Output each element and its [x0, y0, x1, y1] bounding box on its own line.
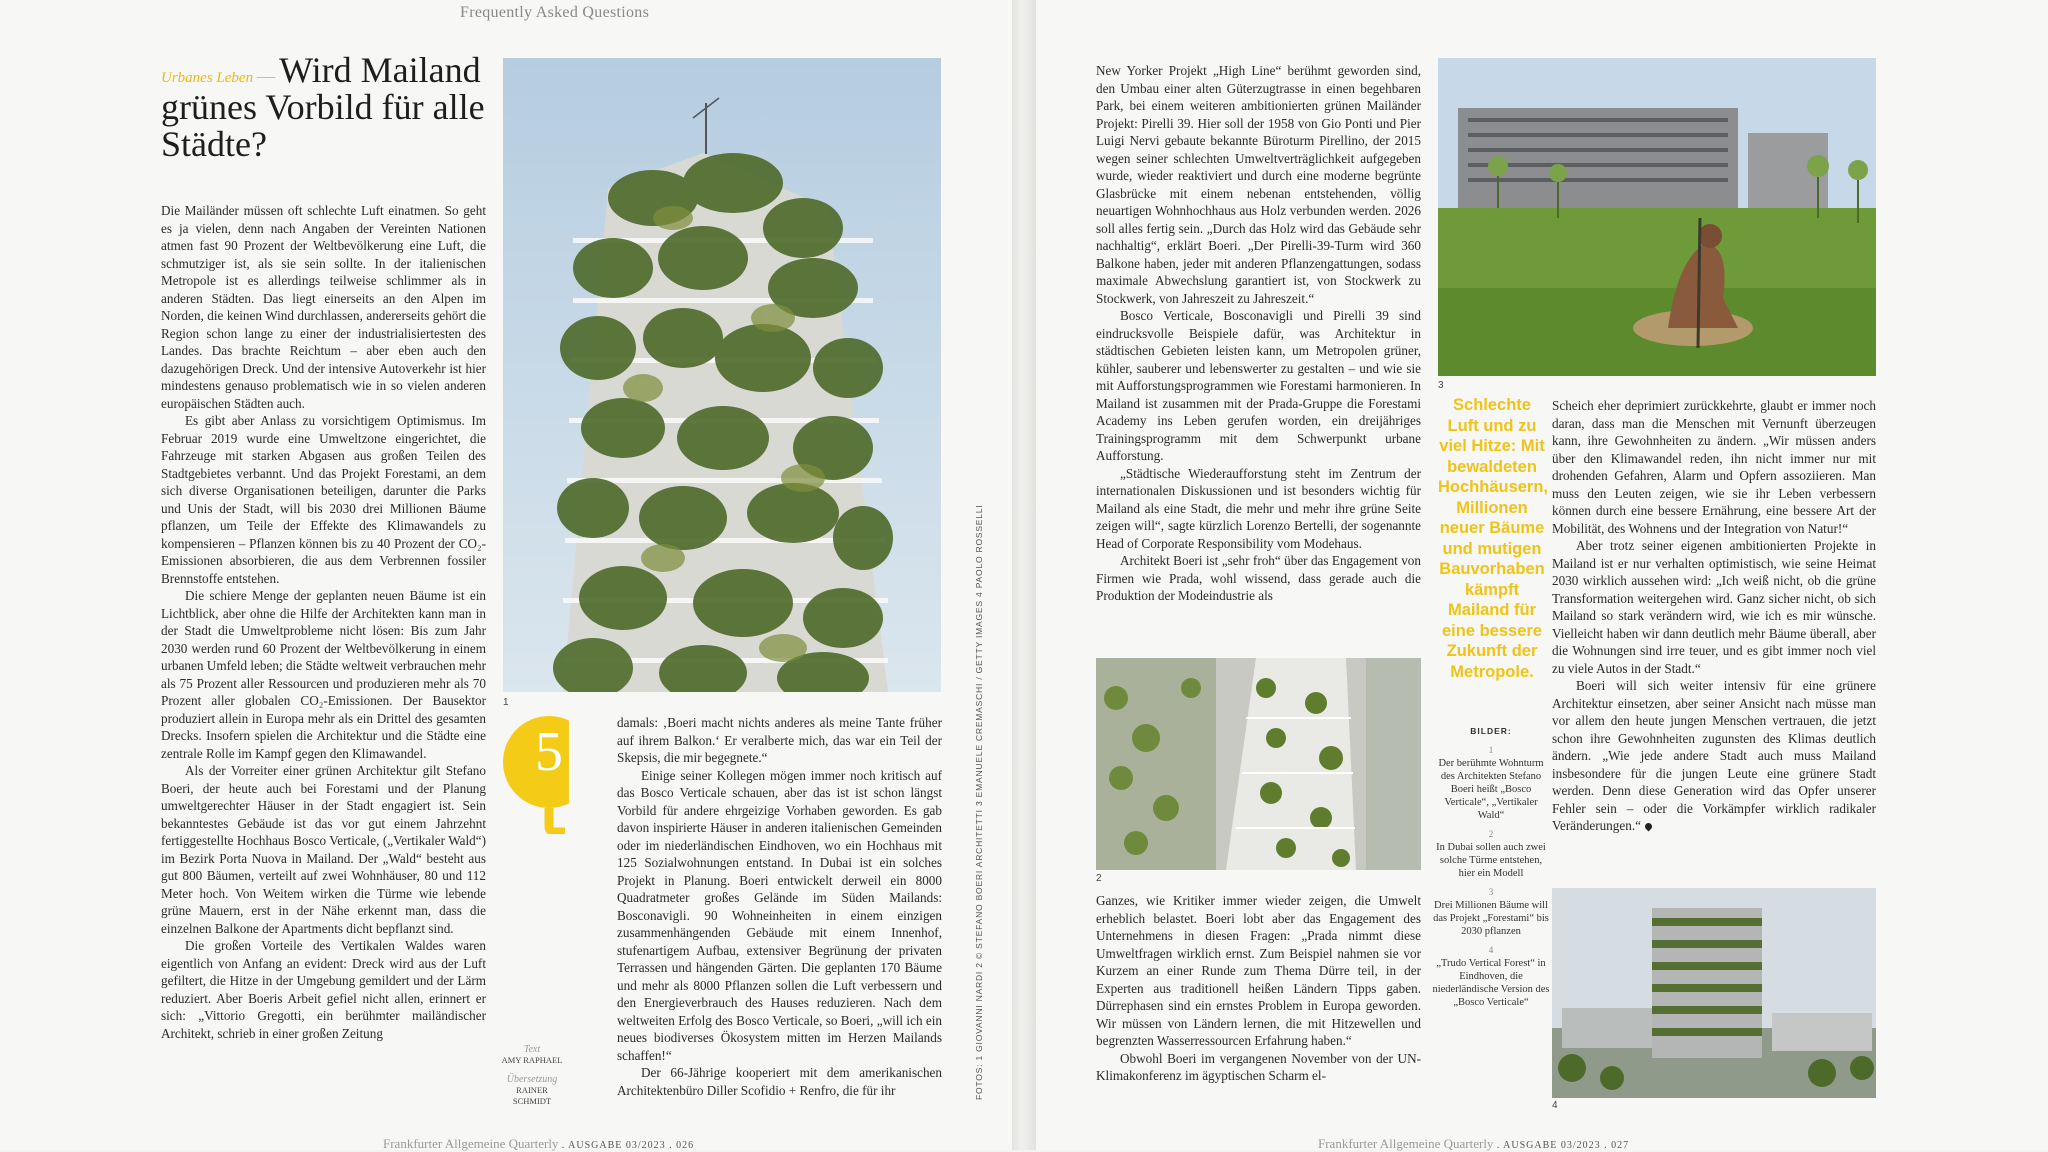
paragraph: Obwohl Boeri im vergangenen November von der UN-Klimakonferenz im ägyptischen Scharm el- [1096, 1050, 1421, 1083]
footer-right-issue: . AUSGABE 03/2023 . 027 [1496, 1140, 1630, 1151]
photo-bosco-verticale [503, 58, 941, 692]
paragraph: Architekt Boeri ist „sehr froh“ über das Engagement von Firmen wie Prada, wohl wissend, dass gerade auch die Produktion der Modeindustrie als [1096, 553, 1421, 603]
caption-number: 3 [1488, 887, 1494, 897]
figure-number-1: 1 [503, 697, 509, 708]
caption-text: „Trudo Vertical Forest“ in Eindhoven, die niederländische Version des „Bosco Verticale“ [1432, 958, 1550, 1008]
byline [500, 1044, 564, 1107]
pull-quote: Schlechte Luft und zu viel Hitze: Mit bewaldeten Hochhäusern, Millionen neuer Bäume und mutigen Bauvorhaben kämpft Mailand für eine bessere Zukunft der Metropole. [1438, 396, 1549, 681]
running-head: Frequently Asked Questions [460, 4, 650, 21]
figure-number-2: 2 [1096, 873, 1102, 884]
page-gutter [1012, 0, 1036, 1150]
photo-dubai-model [1096, 658, 1421, 870]
body-column-2 [617, 714, 942, 1099]
paragraph: Scheich eher deprimiert zurückkehrte, glaubt er immer noch daran, dass man die Menschen mit Vernunft überzeugen kann, ihre Gewohnheiten zu ändern. „Wir müssen anders über den Klimawandel reden, ihn nicht immer nur mit drohenden Gefahren, Alarm und Opfern assoziieren. Man muss den Leuten zeigen, wie sie ihr Leben verbessern können durch eine bessere Ernährung, eine bessere Art der Mobilität, des Wohnens und der Integration von Natur!“ [1552, 398, 1876, 536]
kicker-rule: — [257, 66, 276, 86]
paragraph: Als der Vorreiter einer grünen Architektur gilt Stefano Boeri, der heute auch bei Forestami und der Planung umweltgerechter Häuser in der Stadt engagiert ist. Sein bekanntestes Gebäude ist das vor gut einem Jahrzehnt fertiggestellte Hochhaus Bosco Verticale, („Vertikaler Wald“) im Bezirk Porta Nuova in Mailand. Der „Wald“ besteht aus gut 800 Bäumen, verteilt auf zwei Wohnhäuser, 80 und 112 Meter hoch. Von Weitem wirken die Türme wie lebende grüne Mauern, erst in der Nähe erkennt man, dass die einzelnen Balkone der Apartments dicht bepflanzt sind. [161, 763, 486, 936]
figure-number-3: 3 [1438, 380, 1444, 391]
end-mark-icon [1644, 822, 1654, 832]
paragraph: Aber trotz seiner eigenen ambitionierten Projekte in Mailand ist er nur verhalten optimistisch, wie seine Heimat 2030 wirklich aussehen wird: „Ich weiß nicht, ob die grüne Transformation weitergehen wird. Ganz sicher nicht, ob sich Mailand so stark verändern wird, wie ich es mir wünsche. Vielleicht haben wir dann deutlich mehr Bäume überall, aber die Wohnungen sind irre teuer, und es gibt immer noch viel zu viele Autos in der Stadt.“ [1552, 538, 1876, 676]
image-captions [1432, 725, 1550, 1009]
caption-number: 2 [1488, 829, 1494, 839]
title-block [161, 52, 501, 163]
paragraph: Boeri will sich weiter intensiv für eine grünere Architektur einsetzen, aber seiner Ansicht nach müsse man vor allem den heute jungen Menschen vertrauen, die jetzt schon ihre Gewohnheiten zugunsten des Klimas deutlich ändern. „Wie jede andere Stadt auch muss Mailand insbesondere für die jungen Leute eine grünere Stadt werden. Denn diese Generation wird das Opfer unserer Fehler sein – oder die Vorkämpfer wirklich radikaler Veränderungen.“ [1552, 678, 1876, 833]
footer-right-magazine: Frankfurter Allgemeine Quarterly [1318, 1136, 1494, 1151]
caption-text: Drei Millionen Bäume will das Projekt „Forestami“ bis 2030 pflanzen [1433, 900, 1549, 937]
paragraph: Die großen Vorteile des Vertikalen Waldes waren eigentlich von Anfang an evident: Dreck wird aus der Luft gefiltert, die Hitze in der Umgebung gemildert und der Lärm reduziert. Aber Boeris Arbeit gefiel nicht allen, erinnert er sich: „Vittorio Gregotti, ein berühmter mailändischer Architekt, schrieb in einer großen Zeitung [161, 938, 486, 1041]
photo-park-planting [1438, 58, 1876, 376]
footer-left-issue: . AUSGABE 03/2023 . 026 [561, 1140, 695, 1151]
footer-left-magazine: Frankfurter Allgemeine Quarterly [383, 1136, 559, 1151]
caption-text: In Dubai sollen auch zwei solche Türme entstehen, hier ein Modell [1436, 842, 1546, 879]
captions-list [1432, 744, 1550, 1009]
byline-text-label: Text [523, 1044, 541, 1055]
caption-text: Der berühmte Wohnturm des Architekten Stefano Boeri heißt „Bosco Verticale“, „Vertikaler Wald“ [1438, 758, 1544, 821]
caption-number: 1 [1488, 745, 1494, 755]
paragraph: Die Mailänder müssen oft schlechte Luft einatmen. So geht es ja vielen, denn nach Angaben der Vereinten Nationen atmen fast 90 Prozent der Weltbevölkerung eine Luft, die schmutziger ist, als sie sein sollte. In der italienischen Metropole ist es allerdings teilweise schlimmer als in anderen Städten. Das liegt einerseits an den Alpen im Norden, die keinen Wind durchlassen, andererseits gehört die Region schon lange zu einer der industrialisiertesten des Landes. Das brachte Reichtum – aber eben auch den dazugehörigen Dreck. Und der intensive Autoverkehr ist hier mindestens genauso problematisch wie in so vielen anderen europäischen Städten auch. [161, 203, 486, 411]
photo-credits-text: FOTOS: 1 GIOVANNI NARDI 2 © STEFANO BOERI ARCHITETTI 3 EMANUELE CREMASCHI / GETTY IMAGES 4 PAOLO ROSSELLI [974, 504, 984, 1100]
photo-trudo-vertical-forest [1552, 888, 1876, 1098]
body-column-1 [161, 202, 486, 1042]
paragraph: damals: ‚Boeri macht nichts anderes als meine Tante früher auf ihrem Balkon.‘ Er veralberte mich, das war ein Teil der Skepsis, die mir begegnete.“ [617, 715, 942, 765]
paragraph: Es gibt aber Anlass zu vorsichtigem Optimismus. Im Februar 2019 wurde eine Umweltzone eingerichtet, die Fahrzeuge mit starken Abgasen aus großen Teilen des Stadtgebietes verbannt. Und das Projekt Forestami, an dem sich diverse Organisationen beteiligen, darunter die Parks und Unis der Stadt, will bis 2030 drei Millionen Bäume pflanzen, um Teile der Effekte des Klimawandels zu kompensieren – Pflanzen können bis zu 40 Prozent der CO₂-Emissionen absorbieren, die aus dem Verbrennen fossiler Brennstoffe entstehen. [161, 413, 486, 586]
question-number-badge [503, 714, 569, 834]
body-column-3-bottom [1096, 892, 1421, 1085]
photo-credits [962, 504, 984, 1100]
paragraph: Ganzes, wie Kritiker immer wieder zeigen, die Umwelt erheblich belastet. Boeri lobt aber das Engagement des Unternehmens in diesen Fragen: „Prada nimmt diese Umweltfragen wirklich ernst. Zum Beispiel nahmen sie vor Kurzem an einer Runde zum Thema Dürre teil, in der Experten aus traditionell heißen Ländern Tipps gaben. Dürrephasen sind ein ernstes Problem in Europa geworden. Wir müssen von Ländern lernen, die mit Hitzewellen und begrenzten Wasserressourcen Erfahrung haben.“ [1096, 893, 1421, 1048]
byline-author: AMY RAPHAEL [501, 1055, 563, 1065]
caption-number: 4 [1488, 945, 1494, 955]
headline: Wird Mailand grünes Vorbild für alle Städte? [161, 50, 485, 164]
paragraph: New Yorker Projekt „High Line“ berühmt geworden sind, den Umbau einer alten Güterzugtrasse in einen begehbaren Park, bei einem weiteren ambitionierten grünen Mailänder Projekt: Pirelli 39. Hier soll der 1958 von Gio Ponti und Pier Luigi Nervi gebaute bekannte Büroturm Pirellino, der 2015 wegen seiner schlechten Umweltverträglichkeit aufgegeben wurde, wieder reaktiviert und durch eine moderne begrünte Glasbrücke mit einem nebenan entstehenden, völlig neuartigen Wohnhochhaus aus Holz verbunden werden. 2026 soll alles fertig sein. „Durch das Holz wird das Gebäude sehr nachhaltig“, erklärt Boeri. „Der Pirelli-39-Turm wird 360 Balkone haben, jeder mit anderen Pflanzengattungen, sodass maximale Abwechslung garantiert ist, von Stockwerk zu Stockwerk, von Jahreszeit zu Jahreszeit.“ [1096, 63, 1421, 306]
paragraph: „Städtische Wiederaufforstung steht im Zentrum der internationalen Diskussionen und ist besonders wichtig für Mailand als eine Stadt, die mehr und mehr ihre grüne Seite zeigen will“, sagte kürzlich Lorenzo Bertelli, der sogenannte Head of Corporate Responsibility vom Modehaus. [1096, 465, 1421, 551]
paragraph: Einige seiner Kollegen mögen immer noch kritisch auf das Bosco Verticale schauen, aber das ist ist schon längst Vorbild für andere ehrgeizige Vorhaben geworden. Es gab davon inspirierte Häuser in anderen italienischen Gemeinden oder im niederländischen Eindhoven, wo ein Hochhaus mit 125 Sozialwohnungen entstand. In Dubai ist ein solches Projekt in Planung. Boeri entwickelt derweil ein 8000 Quadratmeter großes Gelände im Süden Mailands: Bosconavigli. 90 Wohneinheiten in einem einzigen zusammenhängenden Gebäude mit einem Innenhof, stufenartigem Aufbau, extensiver Begrünung der privaten Terrassen und hängenden Gärten. Die geplanten 170 Bäume und mehr als 8000 Pflanzen sollen die Luft verbessern und den Energieverbrauch des Hauses reduzieren. Nach dem weltweiten Erfolg des Bosco Verticale, so Boeri, „will ich ein neues biodiverses Ökosystem mitten im Herzen Mailands schaffen!“ [617, 767, 942, 1063]
question-number: 5 [535, 721, 563, 783]
byline-translator: RAINER SCHMIDT [512, 1085, 552, 1106]
body-column-3-top [1096, 62, 1421, 605]
left-page [0, 0, 1012, 1150]
right-page [1036, 0, 2048, 1150]
kicker: Urbanes Leben [161, 70, 254, 86]
body-column-4 [1552, 397, 1876, 835]
figure-number-4: 4 [1552, 1100, 1558, 1111]
paragraph: Bosco Verticale, Bosconavigli und Pirelli 39 sind eindrucksvolle Beispiele dafür, was Architektur in städtischen Gebieten leisten kann, um Metropolen grüner, kühler, sauberer und lebenswerter zu gestalten – und wie sie mit Aufforstungsprogrammen wie Forestami harmonieren. In Mailand ist zusammen mit der Prada-Gruppe die Forestami Academy ins Leben gerufen worden, ein dreijähriges Trainingsprogramm mit dem Schwerpunkt urbane Aufforstung. [1096, 308, 1421, 463]
paragraph: Der 66-Jährige kooperiert mit dem amerikanischen Architektenbüro Diller Scofidio + Renfro, die für ihr [617, 1065, 942, 1098]
byline-translation-label: Übersetzung [506, 1074, 558, 1085]
captions-title: BILDER: [1470, 726, 1512, 736]
paragraph: Die schiere Menge der geplanten neuen Bäume ist ein Lichtblick, aber ohne die Hilfe der Architekten kann man in der Stadt die Umweltprobleme nicht lösen: Bis zum Jahr 2030 werden rund 60 Prozent der Weltbevölkerung in einem urbanen Umfeld leben; die Städte weltweit verbrauchen mehr als 75 Prozent aller Ressourcen und produzieren mehr als 70 Prozent aller globalen CO₂-Emissionen. Der Bausektor produziert allein in Europa mehr als ein Drittel des gesamten Drecks. Insofern spielen die Architektur und die Städte eine zentrale Rolle im Kampf gegen den Klimawandel. [161, 588, 486, 761]
